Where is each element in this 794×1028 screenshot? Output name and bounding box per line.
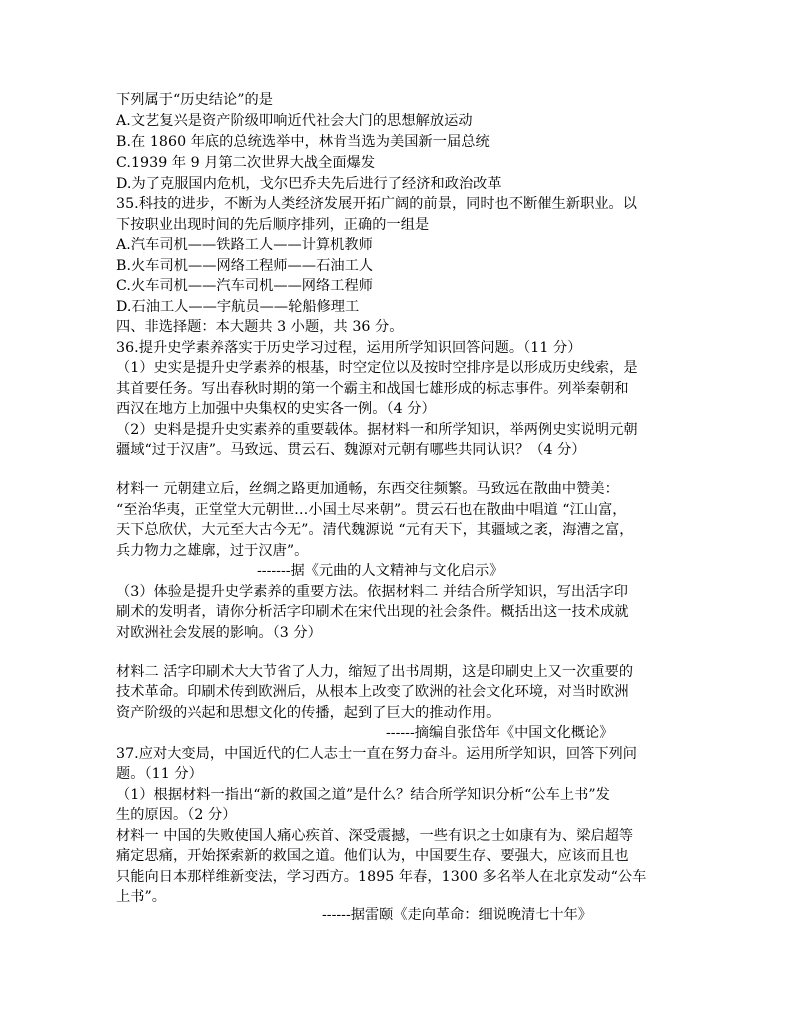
text-line: 西汉在地方上加强中央集权的史实各一例。（4 分）	[116, 401, 436, 417]
material-two-36: 材料二 活字印刷术大大节省了人力，缩短了出书周期，这是印刷史上又一次重要的	[116, 664, 634, 680]
text-line: C.火车司机——汽车司机——网络工程师	[116, 278, 373, 294]
text-line: 下按职业出现时间的先后顺序排列，正确的一组是	[116, 217, 430, 233]
text-line: 天下总欣伏，大元至大古今无”。清代魏源说 “元有天下，其疆域之袤，海漕之富，	[116, 522, 634, 538]
source-citation: ------据雷颐《走向革命：细说晚清七十年》	[322, 907, 592, 923]
material-one-36: 材料一 元朝建立后，丝绸之路更加通畅，东西交往频繁。马致远在散曲中赞美：	[116, 481, 619, 497]
source-citation: ------摘编自张岱年《中国文化概论》	[386, 725, 614, 741]
text-line: 疆域“过于汉唐”。马致远、贯云石、魏源对元朝有哪些共同认识？（4 分）	[116, 442, 586, 458]
text-line: 题。（11 分）	[116, 766, 203, 782]
text-line: 技术革命。印刷术传到欧洲后，从根本上改变了欧洲的社会文化环境，对当时欧洲	[116, 684, 629, 700]
text-line: 对欧洲社会发展的影响。（3 分）	[116, 625, 322, 641]
question-36: 36.提升史学素养落实于历史学习过程，运用所学知识回答问题。（11 分）	[116, 340, 582, 356]
text-line: B.在 1860 年底的总统选举中，林肯当选为美国新一届总统	[116, 134, 490, 150]
text-line: （1）史实是提升史学素养的根基，时空定位以及按时空排序是以形成历史线索，是	[116, 360, 638, 376]
text-line: C.1939 年 9 月第二次世界大战全面爆发	[116, 155, 376, 171]
section-heading: 四、非选择题：本大题共 3 小题，共 36 分。	[116, 319, 404, 335]
question-37: 37.应对大变局，中国近代的仁人志士一直在努力奋斗。运用所学知识，回答下列问	[116, 746, 638, 762]
text-line: 刷术的发明者，请你分析活字印刷术在宋代出现的社会条件。概括出这一技术成就	[116, 604, 629, 620]
material-one-37: 材料一 中国的失败使国人痛心疾首、深受震撼，一些有识之士如康有为、梁启超等	[116, 828, 634, 844]
source-citation: -------据《元曲的人文精神与文化启示》	[257, 563, 504, 579]
text-line: 兵力物力之雄廓，过于汉唐”。	[116, 543, 309, 559]
text-line: D.石油工人——宇航员——轮船修理工	[116, 299, 360, 315]
text-line: 下列属于“历史结论”的是	[116, 92, 273, 108]
text-line: 35.科技的进步，不断为人类经济发展开拓广阔的前景，同时也不断催生新职业。以	[116, 196, 638, 212]
text-line: B.火车司机——网络工程师——石油工人	[116, 258, 374, 274]
text-line: 其首要任务。写出春秋时期的第一个霸主和战国七雄形成的标志事件。列举秦朝和	[116, 381, 629, 397]
text-line: 生的原因。（2 分）	[116, 807, 237, 823]
text-line: （2）史料是提升史实素养的重要载体。据材料一和所学知识，举两例史实说明元朝	[116, 422, 638, 438]
text-line: “至治华夷，正堂堂大元朝世…小国土尽来朝”。贯云石也在散曲中唱道 “江山富，	[116, 502, 627, 518]
text-line: （3）体验是提升史学素养的重要方法。依据材料二 并结合所学知识，写出活字印	[116, 584, 628, 600]
text-line: 痛定思痛，开始探索新的救国之道。他们认为，中国要生存、要强大，应该而且也	[116, 848, 629, 864]
text-line: （1）根据材料一指出“新的救国之道”是什么？结合所学知识分析“公车上书”发	[116, 787, 610, 803]
text-line: 上书”。	[116, 889, 167, 905]
text-line: 只能向日本那样维新变法，学习西方。1895 年春，1300 多名举人在北京发动“公车	[116, 869, 647, 885]
text-line: A.汽车司机——铁路工人——计算机教师	[116, 237, 373, 253]
text-line: D.为了克服国内危机，戈尔巴乔夫先后进行了经济和政治改革	[116, 176, 502, 192]
text-line: 资产阶级的兴起和思想文化的传播，起到了巨大的推动作用。	[116, 705, 501, 721]
text-line: A.文艺复兴是资产阶级叩响近代社会大门的思想解放运动	[116, 113, 473, 129]
